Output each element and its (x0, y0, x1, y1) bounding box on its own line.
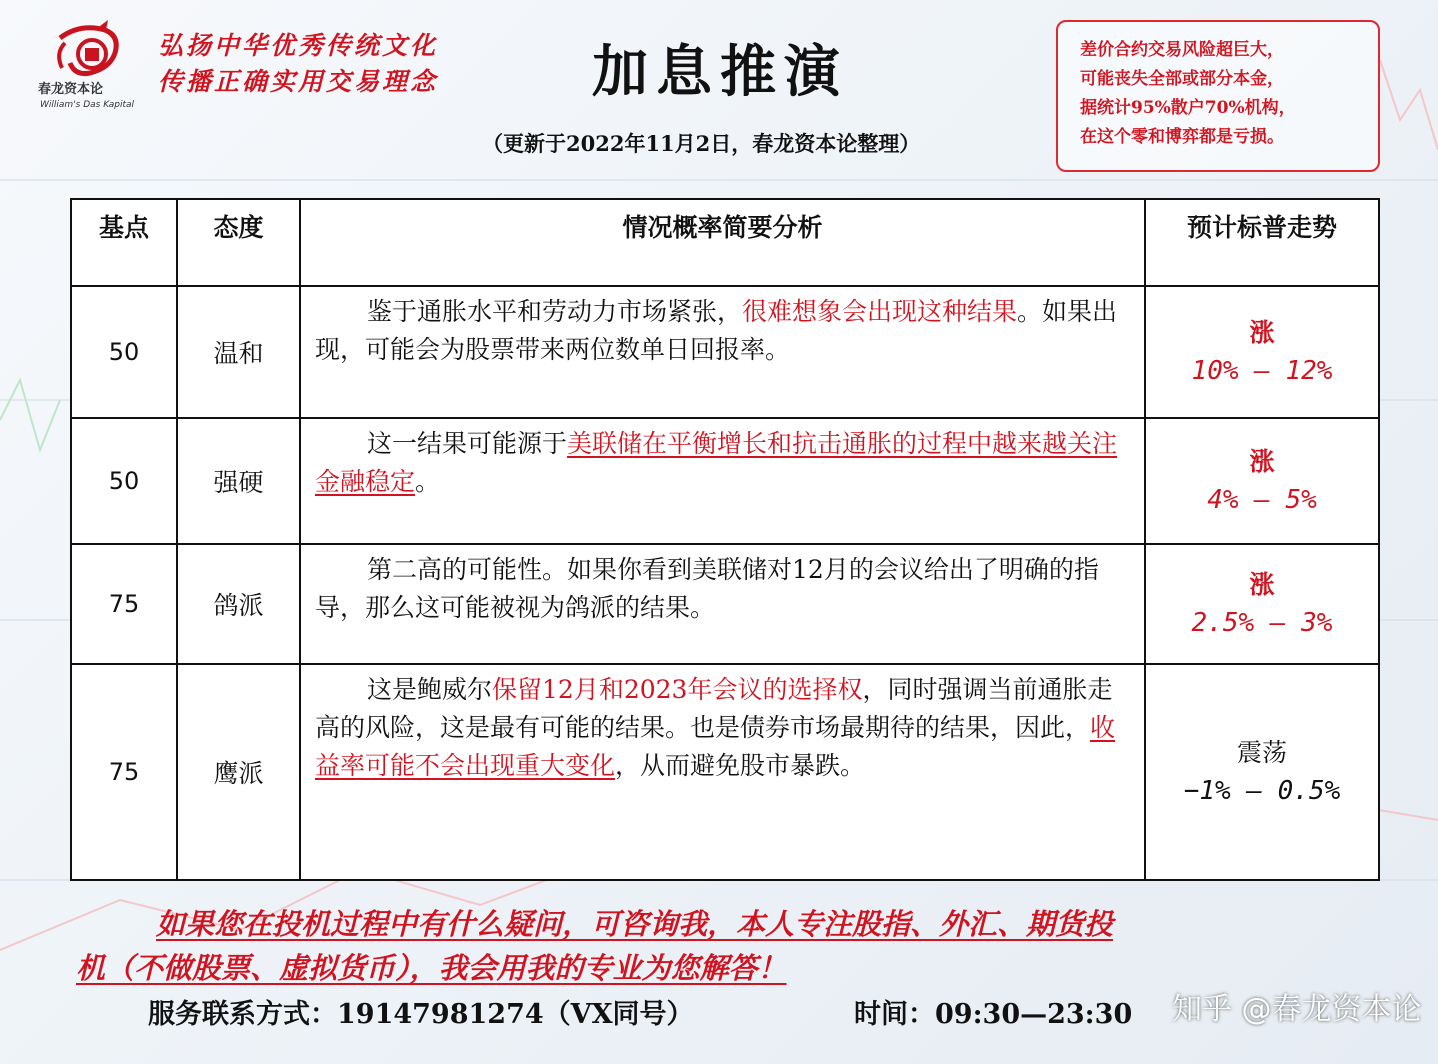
table-row (71, 286, 1379, 418)
trend-direction: 震荡 (1236, 738, 1287, 767)
contact-info: 服务联系方式：19147981274（VX同号） (148, 999, 694, 1030)
basis-points-cell: 50 (71, 286, 177, 418)
analysis-cell (300, 664, 1145, 880)
basis-points-cell: 50 (71, 418, 177, 544)
basis-points-cell: 75 (71, 664, 177, 880)
sp-trend-cell (1145, 544, 1379, 664)
analysis-text: 这是鲍威尔 (367, 675, 493, 704)
header-basis-points: 基点 (71, 199, 177, 286)
analysis-highlight: 很难想象会出现这种结果 (742, 297, 1018, 326)
watermark: 知乎 @春龙资本论 (1172, 992, 1422, 1027)
analysis-text: 。如果出现，可能会为股票带来两位数单日回报率。 (315, 297, 1118, 364)
table-row (71, 544, 1379, 664)
logo-subtitle: William's Das Kapital (40, 100, 135, 110)
trend-range: 2.5% — 3% (1191, 608, 1333, 638)
trend-direction: 涨 (1249, 447, 1275, 476)
attitude-cell: 鹰派 (177, 664, 300, 880)
analysis-text: 。 (415, 467, 441, 496)
analysis-text: ，从而避免股市暴跌。 (615, 751, 866, 780)
sp-trend-cell (1145, 664, 1379, 880)
table-header-row (71, 199, 1379, 286)
slogan-line-1: 弘扬中华优秀传统文化 (158, 31, 439, 60)
table-row (71, 664, 1379, 880)
analysis-cell (300, 544, 1145, 664)
footer-line-2: 机（不做股票、虚拟货币），我会用我的专业为您解答！ (76, 951, 787, 985)
sp-trend-cell (1145, 418, 1379, 544)
trend-range: 4% — 5% (1207, 485, 1317, 515)
trend-range: 10% — 12% (1191, 356, 1333, 386)
rate-hike-scenario-table (70, 198, 1380, 881)
footer-line-1: 如果您在投机过程中有什么疑问，可咨询我，本人专注股指、外汇、期货投 (156, 907, 1114, 941)
analysis-highlight: 美联储在平衡增长和抗击通胀的过程中越来越关注金融稳定 (315, 429, 1118, 496)
attitude-cell: 鸽派 (177, 544, 300, 664)
trend-direction: 涨 (1249, 570, 1275, 599)
slogan-line-2: 传播正确实用交易理念 (158, 67, 439, 96)
analysis-highlight: 收益率可能不会出现重大变化 (315, 713, 1116, 780)
analysis-cell (300, 418, 1145, 544)
trend-range: −1% — 0.5% (1183, 776, 1341, 806)
header-analysis: 情况概率简要分析 (300, 199, 1145, 286)
analysis-cell (300, 286, 1145, 418)
risk-warning-box (1056, 20, 1380, 172)
warning-line-2: 可能丧失全部或部分本金， (1080, 69, 1284, 89)
service-hours: 时间：09:30—23:30 (854, 999, 1133, 1030)
warning-line-4: 在这个零和博弈都是亏损。 (1080, 127, 1284, 147)
attitude-cell: 温和 (177, 286, 300, 418)
page-subtitle: （更新于2022年11月2日，春龙资本论整理） (482, 131, 921, 156)
header-attitude: 态度 (177, 199, 300, 286)
slogan (158, 28, 438, 100)
basis-points-cell: 75 (71, 544, 177, 664)
page-title: 加息推演 (592, 39, 848, 105)
analysis-highlight: 保留12月和2023年会议的选择权 (492, 675, 863, 704)
analysis-text: ，同时强调当前通胀走高的风险，这是最有可能的结果。也是债券市场最期待的结果，因此， (315, 675, 1113, 742)
analysis-text: 这一结果可能源于 (367, 429, 568, 458)
header-sp-trend: 预计标普走势 (1145, 199, 1379, 286)
warning-line-1: 差价合约交易风险超巨大， (1080, 40, 1284, 60)
sp-trend-cell (1145, 286, 1379, 418)
warning-line-3: 据统计95%散户70%机构， (1080, 98, 1296, 118)
attitude-cell: 强硬 (177, 418, 300, 544)
analysis-text: 第二高的可能性。如果你看到美联储对12月的会议给出了明确的指导，那么这可能被视为鸽派的结果。 (315, 555, 1099, 622)
trend-direction: 涨 (1249, 318, 1275, 347)
analysis-text: 鉴于通胀水平和劳动力市场紧张， (367, 297, 743, 326)
table-row (71, 418, 1379, 544)
logo-name: 春龙资本论 (38, 82, 104, 97)
footer-consult-note (76, 902, 1366, 990)
